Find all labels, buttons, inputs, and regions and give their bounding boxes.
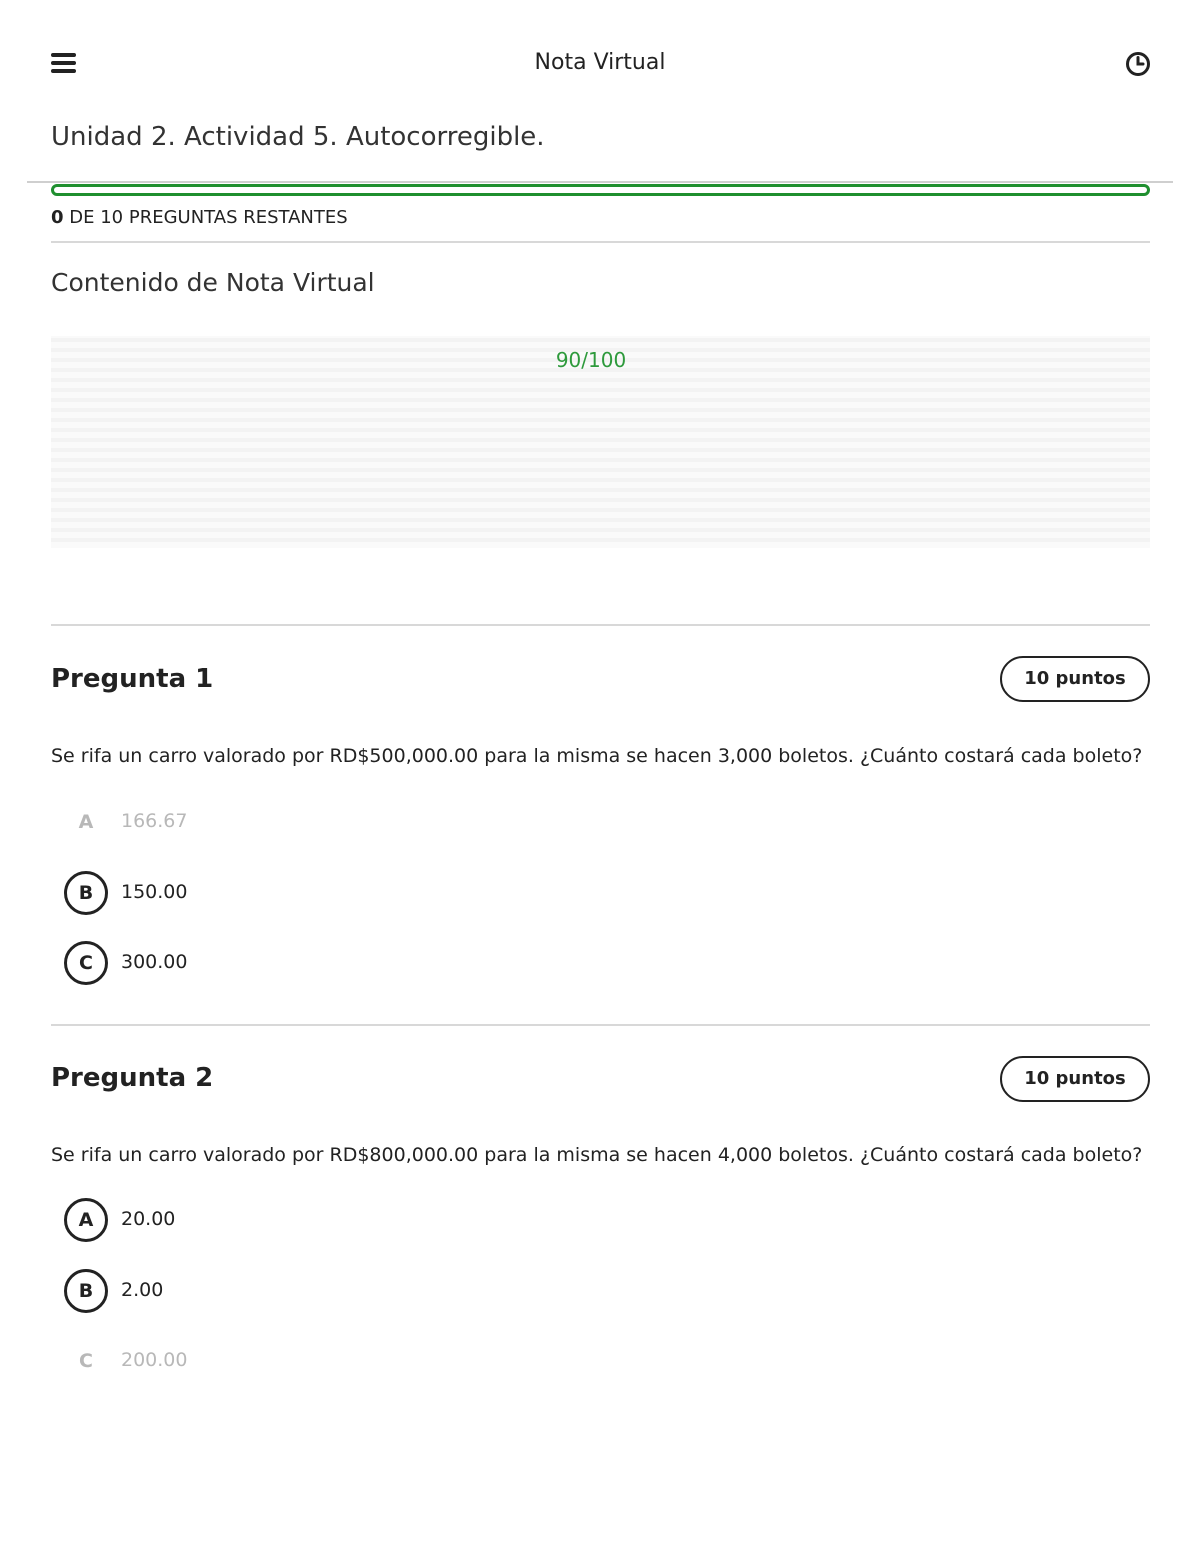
option-value: 2.00 <box>121 1279 164 1301</box>
option-letter: A <box>78 811 94 833</box>
app-title: Nota Virtual <box>534 50 666 75</box>
header-divider <box>27 181 1173 183</box>
question-1-title: Pregunta 1 <box>51 664 214 694</box>
option-value: 20.00 <box>121 1208 176 1230</box>
content-heading: Contenido de Nota Virtual <box>51 268 375 297</box>
question-1-option-b[interactable] <box>64 871 664 915</box>
questions-remaining <box>51 207 348 228</box>
question-divider <box>51 1024 1150 1026</box>
question-divider <box>51 624 1150 626</box>
top-bar <box>0 0 1200 128</box>
option-value: 150.00 <box>121 881 188 903</box>
progress-bar <box>51 184 1150 196</box>
question-2-text: Se rifa un carro valorado por RD$800,000.00 para la misma se hacen 4,000 boletos. ¿Cuánto costará cada boleto? <box>51 1144 1143 1166</box>
option-value: 166.67 <box>121 810 188 832</box>
option-letter: C <box>79 1350 93 1372</box>
question-2-option-c[interactable] <box>64 1339 664 1383</box>
quiz-title: Unidad 2. Actividad 5. Autocorregible. <box>51 122 545 152</box>
question-2-title: Pregunta 2 <box>51 1063 214 1093</box>
section-divider <box>51 241 1150 243</box>
question-2-option-a[interactable] <box>64 1198 664 1242</box>
score-value: 90/100 <box>555 348 627 372</box>
option-letter: A <box>64 1198 108 1242</box>
question-1-option-a[interactable] <box>64 800 664 844</box>
option-letter: B <box>64 1269 108 1313</box>
option-letter: B <box>64 871 108 915</box>
remaining-count: 0 <box>51 207 64 228</box>
question-1-option-c[interactable] <box>64 941 664 985</box>
question-1-points-badge: 10 puntos <box>1000 656 1150 702</box>
question-2-option-b[interactable] <box>64 1269 664 1313</box>
content-panel <box>51 336 1150 548</box>
question-2-points-badge: 10 puntos <box>1000 1056 1150 1102</box>
clock-icon[interactable] <box>1125 51 1151 77</box>
option-value: 200.00 <box>121 1349 188 1371</box>
option-letter: C <box>64 941 108 985</box>
question-1-text: Se rifa un carro valorado por RD$500,000.00 para la misma se hacen 3,000 boletos. ¿Cuánto costará cada boleto? <box>51 745 1143 767</box>
remaining-label: DE 10 PREGUNTAS RESTANTES <box>63 207 348 228</box>
option-value: 300.00 <box>121 951 188 973</box>
